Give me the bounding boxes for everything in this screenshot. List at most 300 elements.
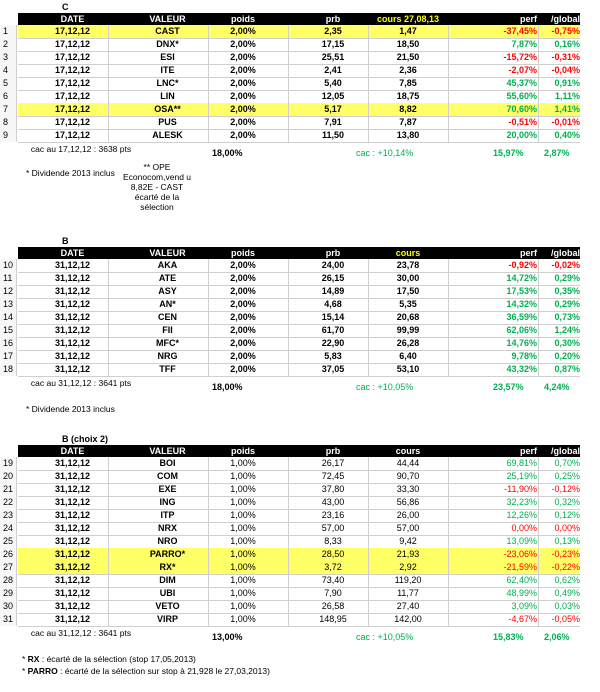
cell-poids[interactable]: 2,00%	[230, 338, 256, 348]
cell-prb[interactable]: 57,00	[321, 523, 345, 533]
cell-glob[interactable]: 0,32%	[554, 497, 580, 507]
cell-poids[interactable]: 2,00%	[230, 312, 256, 322]
cell-prb[interactable]: 11,50	[321, 130, 345, 140]
row-number[interactable]: 1	[0, 25, 17, 38]
cell-perf[interactable]: 70,60%	[506, 104, 537, 114]
grid-line	[108, 496, 109, 509]
cell-poids[interactable]: 2,00%	[230, 117, 256, 127]
cell-glob[interactable]: 0,91%	[554, 78, 580, 88]
cell-poids[interactable]: 1,00%	[230, 471, 256, 481]
table-row[interactable]	[18, 298, 580, 312]
cell-cours[interactable]: 57,00	[396, 523, 420, 533]
cell-val[interactable]: ING	[159, 497, 176, 507]
grid-line	[448, 77, 449, 90]
cell-val[interactable]: DIM	[159, 575, 176, 585]
cell-poids[interactable]: 2,00%	[230, 286, 256, 296]
grid-line	[208, 116, 209, 129]
cell-prb[interactable]: 5,40	[324, 78, 342, 88]
cell-cours[interactable]: 119,20	[394, 575, 422, 585]
cell-prb[interactable]: 2,41	[324, 65, 342, 75]
cell-poids[interactable]: 2,00%	[230, 65, 256, 75]
cell-perf[interactable]: 62,06%	[506, 325, 537, 335]
cell-glob[interactable]: 0,62%	[554, 575, 580, 585]
cell-poids[interactable]: 1,00%	[230, 575, 256, 585]
cell-date[interactable]: 31,12,12	[54, 510, 91, 520]
table-row[interactable]	[18, 548, 580, 562]
cell-val[interactable]: ALESK	[152, 130, 183, 140]
cell-perf[interactable]: 55,60%	[506, 91, 537, 101]
cell-date[interactable]: 31,12,12	[54, 588, 91, 598]
table-row[interactable]	[18, 535, 580, 549]
cell-perf[interactable]: -11,90%	[504, 484, 537, 494]
cell-prb[interactable]: 61,70	[321, 325, 345, 335]
cell-poids[interactable]: 2,00%	[230, 91, 256, 101]
cell-poids[interactable]: 1,00%	[230, 614, 256, 624]
cell-cours[interactable]: 142,00	[394, 614, 422, 624]
row-number[interactable]: 12	[0, 285, 17, 298]
table-row[interactable]	[18, 25, 580, 39]
grid-line	[448, 51, 449, 64]
cell-perf[interactable]: 14,32%	[506, 299, 537, 309]
cell-glob[interactable]: -0,31%	[551, 52, 580, 62]
cell-date[interactable]: 31,12,12	[54, 575, 91, 585]
cell-val[interactable]: ESI	[160, 52, 175, 62]
cell-perf[interactable]: 48,99%	[506, 588, 537, 598]
cell-perf[interactable]: -15,72%	[503, 52, 537, 62]
cell-poids[interactable]: 2,00%	[230, 351, 256, 361]
row-number[interactable]: 8	[0, 116, 17, 129]
row-number[interactable]: 17	[0, 350, 17, 363]
cell-prb[interactable]: 7,91	[324, 117, 342, 127]
cell-poids[interactable]: 1,00%	[230, 601, 256, 611]
cell-cours[interactable]: 13,80	[396, 130, 420, 140]
cell-date[interactable]: 31,12,12	[54, 497, 91, 507]
cell-prb[interactable]: 15,14	[321, 312, 345, 322]
cell-cours[interactable]: 21,50	[396, 52, 420, 62]
cell-perf[interactable]: 17,53%	[506, 286, 537, 296]
cell-glob[interactable]: 0,40%	[554, 130, 580, 140]
cell-cours[interactable]: 18,75	[396, 91, 420, 101]
cell-cours[interactable]: 17,50	[396, 286, 420, 296]
cell-glob[interactable]: 0,00%	[554, 523, 580, 533]
cell-prb[interactable]: 5,83	[324, 351, 342, 361]
cell-glob[interactable]: 0,87%	[554, 364, 580, 374]
table-row[interactable]	[18, 561, 580, 575]
cell-prb[interactable]: 2,35	[324, 26, 342, 36]
cell-glob[interactable]: 0,16%	[554, 39, 580, 49]
cell-glob[interactable]: -0,75%	[551, 26, 580, 36]
cell-val[interactable]: TFF	[159, 364, 176, 374]
cell-date[interactable]: 17,12,12	[54, 91, 91, 101]
cell-poids[interactable]: 1,00%	[230, 458, 256, 468]
row-number[interactable]: 6	[0, 90, 17, 103]
table-row[interactable]	[18, 64, 580, 78]
cell-date[interactable]: 31,12,12	[54, 286, 91, 296]
cell-cours[interactable]: 53,10	[396, 364, 420, 374]
note-rx-label: RX	[27, 654, 40, 664]
cell-glob[interactable]: 0,70%	[554, 458, 580, 468]
row-number[interactable]: 18	[0, 363, 17, 376]
cell-perf[interactable]: 13,09%	[506, 536, 537, 546]
cell-date[interactable]: 31,12,12	[54, 364, 91, 374]
cell-date[interactable]: 31,12,12	[54, 536, 91, 546]
cell-cours[interactable]: 27,40	[396, 601, 420, 611]
cell-poids[interactable]: 1,00%	[230, 510, 256, 520]
grid-line	[448, 129, 449, 142]
cell-cours[interactable]: 44,44	[396, 458, 420, 468]
cell-poids[interactable]: 1,00%	[230, 484, 256, 494]
grid-line	[448, 548, 449, 561]
grid-line	[368, 129, 369, 142]
cell-perf[interactable]: 14,72%	[506, 273, 537, 283]
row-number[interactable]: 28	[0, 574, 17, 587]
cell-perf[interactable]: 32,23%	[506, 497, 537, 507]
cell-val[interactable]: AKA	[157, 260, 178, 270]
cell-date[interactable]: 31,12,12	[54, 273, 91, 283]
table-row[interactable]	[18, 574, 580, 588]
grid-line	[208, 470, 209, 483]
cell-date[interactable]: 31,12,12	[54, 562, 91, 572]
table-row[interactable]	[18, 116, 580, 130]
cell-date[interactable]: 31,12,12	[54, 351, 91, 361]
cell-val[interactable]: LIN	[160, 91, 175, 101]
cell-glob[interactable]: 0,49%	[554, 588, 580, 598]
cell-glob[interactable]: 0,12%	[554, 510, 580, 520]
cell-cours[interactable]: 2,92	[399, 562, 417, 572]
cell-val[interactable]: AN*	[159, 299, 176, 309]
cell-val[interactable]: COM	[157, 471, 178, 481]
grid-line	[108, 272, 109, 285]
cell-date[interactable]: 31,12,12	[54, 549, 91, 559]
cell-poids[interactable]: 1,00%	[230, 523, 256, 533]
cell-perf[interactable]: 9,78%	[511, 351, 537, 361]
cell-glob[interactable]: -0,12%	[551, 484, 580, 494]
cell-glob[interactable]: 1,24%	[554, 325, 580, 335]
cell-date[interactable]: 31,12,12	[54, 338, 91, 348]
cell-glob[interactable]: 0,25%	[554, 471, 580, 481]
cell-perf[interactable]: 20,00%	[506, 130, 537, 140]
cell-date[interactable]: 17,12,12	[54, 117, 91, 127]
row-number[interactable]: 31	[0, 613, 17, 626]
cell-perf[interactable]: 43,32%	[506, 364, 537, 374]
table-row[interactable]	[18, 38, 580, 52]
cell-glob[interactable]: -0,22%	[551, 562, 580, 572]
cell-prb[interactable]: 148,95	[319, 614, 347, 624]
cell-val[interactable]: NRX	[157, 523, 177, 533]
cell-prb[interactable]: 72,45	[321, 471, 345, 481]
row-number[interactable]: 20	[0, 470, 17, 483]
cell-glob[interactable]: -0,01%	[551, 117, 580, 127]
table-row[interactable]	[18, 324, 580, 338]
row-number[interactable]: 4	[0, 64, 17, 77]
cell-poids[interactable]: 1,00%	[230, 497, 256, 507]
grid-line	[368, 103, 369, 116]
cell-perf[interactable]: -2,07%	[508, 65, 537, 75]
cell-perf[interactable]: 69,81%	[506, 458, 537, 468]
row-number[interactable]: 26	[0, 548, 17, 561]
table-row[interactable]	[18, 129, 580, 143]
grid-line	[208, 587, 209, 600]
table-row[interactable]	[18, 457, 580, 471]
table-row[interactable]	[18, 496, 580, 510]
cell-poids[interactable]: 2,00%	[230, 104, 256, 114]
cell-val[interactable]: LNC*	[156, 78, 179, 88]
cell-prb[interactable]: 14,89	[321, 286, 345, 296]
grid-line	[448, 259, 449, 272]
cell-date[interactable]: 31,12,12	[54, 312, 91, 322]
cell-date[interactable]: 31,12,12	[54, 614, 91, 624]
row-number[interactable]: 3	[0, 51, 17, 64]
cell-cours[interactable]: 7,87	[399, 117, 417, 127]
cell-poids[interactable]: 2,00%	[230, 130, 256, 140]
table-row[interactable]	[18, 103, 580, 117]
cell-val[interactable]: PARRO*	[149, 549, 186, 559]
cell-prb[interactable]: 37,05	[321, 364, 345, 374]
table-row[interactable]	[18, 470, 580, 484]
cell-glob[interactable]: 0,13%	[554, 536, 580, 546]
row-number[interactable]: 5	[0, 77, 17, 90]
cell-val[interactable]: BOI	[159, 458, 176, 468]
cell-glob[interactable]: -0,05%	[551, 614, 580, 624]
row-number[interactable]: 22	[0, 496, 17, 509]
cell-poids[interactable]: 2,00%	[230, 364, 256, 374]
cell-val[interactable]: UBI	[159, 588, 176, 598]
cell-date[interactable]: 31,12,12	[54, 325, 91, 335]
cell-prb[interactable]: 4,68	[324, 299, 342, 309]
cell-date[interactable]: 17,12,12	[54, 130, 91, 140]
cell-cours[interactable]: 6,40	[399, 351, 417, 361]
section-title: B	[62, 236, 69, 246]
total-global: 2,06%	[544, 632, 570, 642]
cell-date[interactable]: 17,12,12	[54, 26, 91, 36]
row-number[interactable]: 14	[0, 311, 17, 324]
row-number[interactable]: 25	[0, 535, 17, 548]
row-number[interactable]: 30	[0, 600, 17, 613]
cell-glob[interactable]: 0,29%	[554, 273, 580, 283]
cell-glob[interactable]: 0,30%	[554, 338, 580, 348]
table-row[interactable]	[18, 337, 580, 351]
cell-cours[interactable]: 5,35	[399, 299, 417, 309]
cell-perf[interactable]: -0,92%	[508, 260, 537, 270]
cell-val[interactable]: CEN	[157, 312, 177, 322]
cell-cours[interactable]: 8,82	[399, 104, 417, 114]
cell-val[interactable]: EXE	[158, 484, 177, 494]
cell-val[interactable]: MFC*	[156, 338, 179, 348]
cell-perf[interactable]: 14,76%	[506, 338, 537, 348]
cell-perf[interactable]: 62,40%	[506, 575, 537, 585]
cell-perf[interactable]: 0,00%	[511, 523, 537, 533]
cell-poids[interactable]: 2,00%	[230, 260, 256, 270]
cell-cours[interactable]: 2,36	[399, 65, 417, 75]
cell-prb[interactable]: 22,90	[321, 338, 345, 348]
cell-val[interactable]: OSA**	[154, 104, 181, 114]
header-cell: DATE	[60, 14, 85, 24]
table-row[interactable]	[18, 311, 580, 325]
grid-line	[288, 116, 289, 129]
cell-val[interactable]: PUS	[158, 117, 177, 127]
cell-poids[interactable]: 2,00%	[230, 26, 256, 36]
table-row[interactable]	[18, 90, 580, 104]
cell-glob[interactable]: -0,02%	[551, 260, 580, 270]
cell-date[interactable]: 17,12,12	[54, 52, 91, 62]
row-number[interactable]: 11	[0, 272, 17, 285]
row-number[interactable]: 9	[0, 129, 17, 142]
cell-prb[interactable]: 25,51	[321, 52, 345, 62]
cell-date[interactable]: 31,12,12	[54, 523, 91, 533]
cell-val[interactable]: ITE	[160, 65, 175, 75]
cell-cours[interactable]: 11,77	[397, 588, 419, 598]
cell-poids[interactable]: 1,00%	[230, 549, 256, 559]
cell-cours[interactable]: 20,68	[396, 312, 420, 322]
row-number[interactable]: 2	[0, 38, 17, 51]
cell-val[interactable]: ITP	[160, 510, 175, 520]
cell-val[interactable]: DNX*	[156, 39, 179, 49]
cell-val[interactable]: VETO	[155, 601, 180, 611]
cell-perf[interactable]: 45,37%	[506, 78, 537, 88]
cell-glob[interactable]: -0,23%	[551, 549, 580, 559]
cell-val[interactable]: CAST	[155, 26, 180, 36]
cell-poids[interactable]: 2,00%	[230, 52, 256, 62]
cell-glob[interactable]: 1,41%	[554, 104, 580, 114]
cell-date[interactable]: 31,12,12	[54, 260, 91, 270]
cell-date[interactable]: 17,12,12	[54, 65, 91, 75]
cell-cours[interactable]: 9,42	[399, 536, 417, 546]
note-parro-text: : écarté de la sélection sur stop à 21,928 le 27,03,2013)	[57, 666, 270, 676]
cell-prb[interactable]: 8,33	[324, 536, 342, 546]
cell-cours[interactable]: 26,00	[396, 510, 420, 520]
cell-val[interactable]: ASY	[158, 286, 177, 296]
cell-cours[interactable]: 30,00	[396, 273, 420, 283]
cell-perf[interactable]: -4,67%	[508, 614, 537, 624]
table-row[interactable]	[18, 285, 580, 299]
row-number[interactable]: 29	[0, 587, 17, 600]
row-number[interactable]: 16	[0, 337, 17, 350]
row-number[interactable]: 24	[0, 522, 17, 535]
table-row[interactable]	[18, 350, 580, 364]
table-row[interactable]	[18, 259, 580, 273]
cell-date[interactable]: 31,12,12	[54, 299, 91, 309]
cell-cours[interactable]: 1,47	[399, 26, 417, 36]
cac-reference: cac au 31,12,12 : 3641 pts	[30, 628, 132, 638]
cell-perf[interactable]: -37,45%	[503, 26, 537, 36]
cell-date[interactable]: 31,12,12	[54, 601, 91, 611]
cell-prb[interactable]: 5,17	[324, 104, 342, 114]
row-number[interactable]: 21	[0, 483, 17, 496]
table-row[interactable]	[18, 77, 580, 91]
cell-prb[interactable]: 26,15	[321, 273, 345, 283]
cell-perf[interactable]: 3,09%	[511, 601, 537, 611]
row-number[interactable]: 7	[0, 103, 17, 116]
row-number[interactable]: 13	[0, 298, 17, 311]
cell-val[interactable]: RX*	[159, 562, 176, 572]
cell-prb[interactable]: 7,90	[324, 588, 342, 598]
cell-prb[interactable]: 26,17	[321, 458, 345, 468]
cell-glob[interactable]: -0,04%	[551, 65, 580, 75]
cell-prb[interactable]: 23,16	[321, 510, 345, 520]
cell-glob[interactable]: 0,35%	[554, 286, 580, 296]
cell-date[interactable]: 31,12,12	[54, 458, 91, 468]
cell-prb[interactable]: 28,50	[321, 549, 345, 559]
cell-date[interactable]: 17,12,12	[54, 104, 91, 114]
cell-cours[interactable]: 23,78	[396, 260, 420, 270]
cell-poids[interactable]: 2,00%	[230, 39, 256, 49]
cell-val[interactable]: FII	[162, 325, 173, 335]
table-row[interactable]	[18, 587, 580, 601]
cell-prb[interactable]: 24,00	[321, 260, 345, 270]
cell-val[interactable]: VIRP	[156, 614, 178, 624]
cell-cours[interactable]: 90,70	[396, 471, 420, 481]
cell-glob[interactable]: 0,03%	[554, 601, 580, 611]
cell-cours[interactable]: 56,86	[396, 497, 420, 507]
cell-val[interactable]: ATE	[158, 273, 177, 283]
cell-poids[interactable]: 2,00%	[230, 78, 256, 88]
table-row[interactable]	[18, 272, 580, 286]
cell-poids[interactable]: 1,00%	[230, 536, 256, 546]
row-number[interactable]: 19	[0, 457, 17, 470]
table-row[interactable]	[18, 613, 580, 627]
table-row[interactable]	[18, 522, 580, 536]
cell-poids[interactable]: 2,00%	[230, 325, 256, 335]
cell-perf[interactable]: -21,59%	[503, 562, 537, 572]
cell-val[interactable]: NRO	[157, 536, 178, 546]
cell-prb[interactable]: 37,80	[321, 484, 345, 494]
grid-line	[108, 259, 109, 272]
cell-poids[interactable]: 2,00%	[230, 273, 256, 283]
table-row[interactable]	[18, 509, 580, 523]
cell-date[interactable]: 17,12,12	[54, 39, 91, 49]
cell-prb[interactable]: 43,00	[321, 497, 345, 507]
cell-cours[interactable]: 18,50	[396, 39, 420, 49]
cell-cours[interactable]: 99,99	[396, 325, 420, 335]
row-number[interactable]: 10	[0, 259, 17, 272]
cell-poids[interactable]: 2,00%	[230, 299, 256, 309]
cell-perf[interactable]: 25,19%	[506, 471, 537, 481]
cell-perf[interactable]: 36,59%	[506, 312, 537, 322]
cell-prb[interactable]: 17,15	[321, 39, 345, 49]
cell-glob[interactable]: 0,73%	[554, 312, 580, 322]
cell-poids[interactable]: 1,00%	[230, 588, 256, 598]
cac-reference: cac au 17,12,12 : 3638 pts	[30, 144, 132, 154]
cell-glob[interactable]: 1,11%	[554, 91, 580, 101]
cell-date[interactable]: 17,12,12	[54, 78, 91, 88]
table-row[interactable]	[18, 363, 580, 377]
cell-poids[interactable]: 1,00%	[230, 562, 256, 572]
cell-prb[interactable]: 12,05	[321, 91, 345, 101]
row-number[interactable]: 23	[0, 509, 17, 522]
cell-perf[interactable]: 7,87%	[511, 39, 537, 49]
cell-glob[interactable]: 0,20%	[554, 351, 580, 361]
cell-prb[interactable]: 26,58	[321, 601, 345, 611]
row-number[interactable]: 27	[0, 561, 17, 574]
cell-prb[interactable]: 3,72	[324, 562, 342, 572]
cell-perf[interactable]: -23,06%	[503, 549, 537, 559]
row-number[interactable]: 15	[0, 324, 17, 337]
cell-date[interactable]: 31,12,12	[54, 484, 91, 494]
cell-val[interactable]: NRG	[157, 351, 178, 361]
cell-perf[interactable]: 12,26%	[506, 510, 537, 520]
cell-glob[interactable]: 0,29%	[554, 299, 580, 309]
table-row[interactable]	[18, 51, 580, 65]
table-row[interactable]	[18, 600, 580, 614]
cell-cours[interactable]: 26,28	[396, 338, 420, 348]
table-row[interactable]	[18, 483, 580, 497]
cell-date[interactable]: 31,12,12	[54, 471, 91, 481]
cell-perf[interactable]: -0,51%	[508, 117, 537, 127]
cell-cours[interactable]: 7,85	[399, 78, 417, 88]
cell-cours[interactable]: 33,30	[396, 484, 420, 494]
cell-prb[interactable]: 73,40	[321, 575, 345, 585]
cell-cours[interactable]: 21,93	[396, 549, 420, 559]
